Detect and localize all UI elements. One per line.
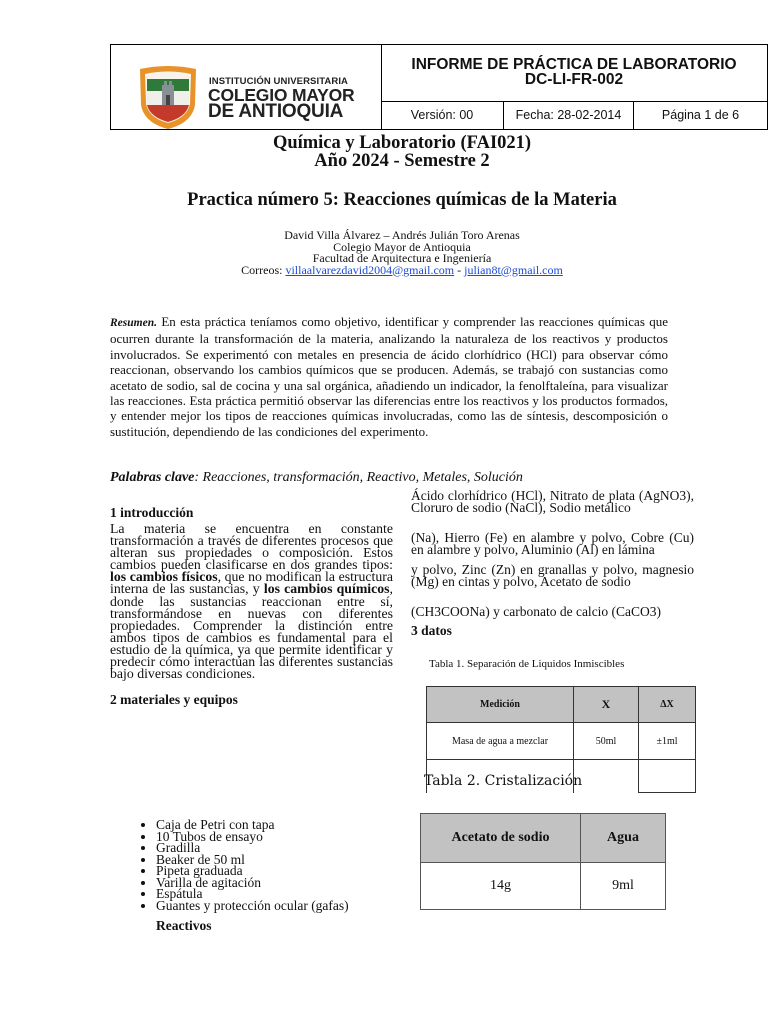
logo-text-institution: INSTITUCIÓN UNIVERSITARIA (209, 76, 349, 87)
table-row (427, 723, 696, 760)
reagents-text-3: y polvo, Zinc (Zn) en granallas y polvo, magnesio (Mg) en cintas y polvo, Acetato de sodio (411, 562, 694, 589)
header-meta-row (381, 102, 767, 129)
table-cell-empty (574, 760, 639, 793)
list-item: • Beaker de 50 ml (156, 854, 349, 866)
course-title (110, 134, 694, 170)
document-header (110, 44, 768, 130)
reagents-heading: Reactivos (156, 918, 212, 933)
institution-logo (111, 45, 382, 129)
emails-label: Correos: (241, 262, 286, 277)
section-heading-data: 3 datos (411, 623, 452, 638)
introduction-paragraph (110, 523, 393, 680)
table-row (421, 863, 666, 910)
table-header-row (421, 814, 666, 863)
abstract-text: En esta práctica teníamos como objetivo, identificar y comprender las reacciones químicas que ocurren durante la transformación de la materia, analizando la naturaleza de los reactivos y productos involucrados. Se experimentó con metales en presencia de ácido clorhídrico (HCl) para observar cómo reaccionan, observando los cambios químicos que se producen. Además, se trabajó con sustancias como acetato de sodio, sal de cocina y una sal orgánica, añadiendo un indicador, la fenolftaleína, para visualizar las reacciones. Esta práctica permitió observar las diferencias entre los reactivos y los productos formados, y entender mejor los tipos de reacciones químicas involucradas, como las de síntesis, descomposición o sustitución, dependiendo de las condiciones del experimento. (110, 314, 668, 439)
page-cell: Página 1 de 6 (661, 108, 740, 122)
reagents-text-1: Ácido clorhídrico (HCl), Nitrato de plata (AgNO3), Cloruro de sodio (NaCl), Sodio metálico (411, 488, 694, 515)
section-heading-introduction: 1 introducción (110, 505, 194, 520)
author-names: David Villa Álvarez – Andrés Julián Toro Arenas (284, 228, 520, 242)
author-institution: Colegio Mayor de Antioquia (333, 239, 471, 254)
intro-bold-physical: los cambios físicos (110, 569, 218, 585)
email-link-1[interactable]: villaalvarezdavid2004@gmail.com (285, 262, 455, 277)
table-cell: 9ml (581, 863, 666, 910)
table-header-row (427, 687, 696, 723)
intro-text-2: , que no modifican la estructura interna de las sustancias, y (110, 569, 393, 597)
report-title (381, 45, 767, 102)
email-separator: - (454, 262, 465, 277)
list-item: • Caja de Petri con tapa (156, 819, 349, 831)
table-header-cell: X (574, 687, 639, 723)
keywords-text: : Reacciones, transformación, Reactivo, Metales, Solución (194, 470, 523, 485)
intro-text-1: La materia se encuentra en constante transformación a través de diferentes procesos que alteran sus propiedades o composición. Estos cambios pueden clasificarse en dos grandes tipos: (110, 521, 393, 573)
keywords-label: Palabras clave (110, 470, 195, 485)
logo-text-antioquia: DE ANTIOQUIA (208, 101, 344, 122)
abstract-lead: Resumen. (110, 317, 157, 329)
table2-caption: Tabla 2. Cristalización (424, 773, 583, 789)
reagents-text-2: (Na), Hierro (Fe) en alambre y polvo, Cobre (Cu) en alambre y polvo, Aluminio (Al) en lámina (411, 530, 694, 557)
list-item: • Varilla de agitación (156, 877, 349, 889)
list-item: • Gradilla (156, 842, 349, 854)
table-cell: ±1ml (639, 723, 696, 760)
author-faculty: Facultad de Arquitectura e Ingeniería (312, 251, 492, 265)
table-header-cell: Medición (427, 687, 574, 723)
list-item: • Guantes y protección ocular (gafas) (156, 900, 349, 912)
intro-text-3: , donde las sustancias reaccionan entre sí, transformándose en nuevas con diferentes propiedades. Comprender la distinción entre ambos tipos de cambios es fundamental para el estudio de la química, ya que permite identificar y predecir cómo interactúan las diferentes sustancias bajo diversas condiciones. (110, 581, 393, 682)
table-cell: 14g (421, 863, 581, 910)
logo-text-colegio: COLEGIO MAYOR (208, 85, 355, 105)
keywords (110, 470, 523, 486)
table-cell-empty (639, 760, 696, 793)
version-cell: Versión: 00 (381, 102, 504, 129)
reagents-text-4: (CH3COONa) y carbonato de calcio (CaCO3) (411, 604, 662, 619)
email-link-2[interactable]: julian8t@gmail.com (464, 262, 563, 277)
intro-bold-chemical: los cambios químicos (263, 581, 390, 597)
practice-title: Practica número 5: Reacciones químicas de la Materia (187, 190, 617, 210)
date-cell: Fecha: 28-02-2014 (504, 102, 634, 129)
abstract (110, 314, 668, 439)
authors-block (110, 230, 694, 276)
course-term: Año 2024 - Semestre 2 (314, 151, 490, 171)
materials-list (134, 819, 349, 911)
author-emails (110, 262, 694, 277)
list-item: • 10 Tubos de ensayo (156, 831, 349, 843)
list-item: • Espátula (156, 888, 349, 900)
report-title-line1: INFORME DE PRÁCTICA DE LABORATORIO (411, 56, 737, 73)
table-header-cell: Acetato de sodio (421, 814, 581, 863)
list-item: • Pipeta graduada (156, 865, 349, 877)
table-header-cell: Agua (581, 814, 666, 863)
report-code: DC-LI-FR-002 (524, 71, 624, 88)
section-heading-materials: 2 materiales y equipos (110, 692, 238, 707)
table-header-cell: ΔX (639, 687, 696, 723)
table-cell: Masa de agua a mezclar (427, 723, 574, 760)
table-cell: 50ml (574, 723, 639, 760)
shield-icon (137, 65, 199, 131)
table-crystallization (420, 813, 666, 910)
course-name: Química y Laboratorio (FAI021) (272, 133, 532, 153)
table1-caption: Tabla 1. Separación de Liquidos Inmiscibles (429, 658, 625, 670)
